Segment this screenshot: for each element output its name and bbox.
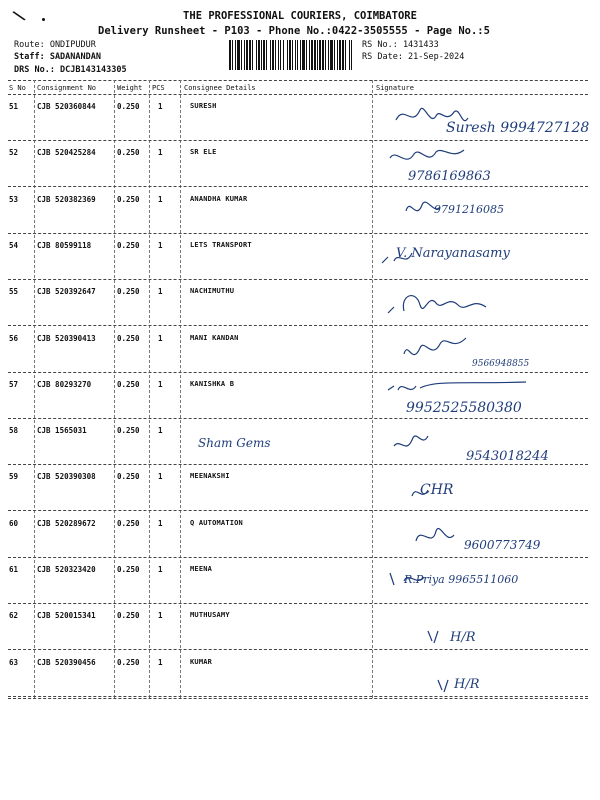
barcode-bar <box>325 40 326 70</box>
barcode-bar <box>256 40 257 70</box>
column-separator <box>180 80 181 698</box>
barcode-bar <box>300 40 301 70</box>
row-consignment-no: CJB 80599118 <box>37 241 92 250</box>
barcode-bar <box>297 40 298 70</box>
signature-handwriting <box>376 515 591 561</box>
row-pcs: 1 <box>158 334 163 343</box>
signature-handwriting <box>376 607 591 653</box>
row-consignment-no: CJB 80293270 <box>37 380 92 389</box>
row-divider <box>8 279 588 280</box>
row-sno: 54 <box>9 241 19 250</box>
barcode-bar <box>258 40 260 70</box>
column-header-consignment: Consignment No <box>37 84 97 92</box>
signature-handwriting <box>376 144 591 190</box>
row-weight: 0.250 <box>117 380 140 389</box>
row-consignee: KANISHKA B <box>190 380 235 388</box>
table-bottom-divider <box>8 698 588 699</box>
barcode-bar <box>311 40 313 70</box>
barcode-bar <box>292 40 293 70</box>
column-header-signature: Signature <box>376 84 414 92</box>
row-consignee: MEENAKSHI <box>190 472 230 480</box>
route-label: Route: ONDIPUDUR <box>14 40 96 50</box>
barcode-bar <box>351 40 352 70</box>
barcode-bar <box>334 40 335 70</box>
row-consignment-no: CJB 520360844 <box>37 102 96 111</box>
row-consignment-no: CJB 520382369 <box>37 195 96 204</box>
runsheet-title: Delivery Runsheet - P103 - Phone No.:0422-3505555 - Page No.:5 <box>98 25 490 37</box>
row-weight: 0.250 <box>117 195 140 204</box>
row-sno: 52 <box>9 148 19 157</box>
row-consignee: NACHIMUTHU <box>190 287 235 295</box>
row-pcs: 1 <box>158 241 163 250</box>
signature-handwritten-text: H/R <box>454 677 480 692</box>
rs-date: RS Date: 21-Sep-2024 <box>362 52 465 62</box>
row-consignee: SURESH <box>190 102 217 110</box>
row-divider <box>8 557 588 558</box>
row-sno: 60 <box>9 519 19 528</box>
barcode-bar <box>244 40 245 70</box>
row-sno: 56 <box>9 334 19 343</box>
barcode-bar <box>270 40 271 70</box>
column-separator <box>149 80 150 698</box>
row-pcs: 1 <box>158 426 163 435</box>
row-sno: 59 <box>9 472 19 481</box>
row-consignee: ANANDHA KUMAR <box>190 195 248 203</box>
row-consignment-no: CJB 520392647 <box>37 287 96 296</box>
signature-handwritten-text: H/R <box>450 630 476 645</box>
row-weight: 0.250 <box>117 241 140 250</box>
row-weight: 0.250 <box>117 287 140 296</box>
row-weight: 0.250 <box>117 565 140 574</box>
row-divider <box>8 186 588 187</box>
row-consignee: MUTHUSAMY <box>190 611 230 619</box>
row-pcs: 1 <box>158 102 163 111</box>
barcode-bar <box>337 40 338 70</box>
barcode-bar <box>246 40 248 70</box>
header-bottom-divider <box>8 94 588 95</box>
barcode-bar <box>275 40 276 70</box>
row-divider <box>8 418 588 419</box>
row-pcs: 1 <box>158 287 163 296</box>
barcode-bar <box>235 40 236 70</box>
staff-label: Staff: SADANANDAN <box>14 52 101 62</box>
signature-handwritten-text: Suresh 9994727128 <box>446 120 590 136</box>
barcode-bar <box>349 40 350 70</box>
row-divider <box>8 510 588 511</box>
barcode-bar <box>295 40 296 70</box>
row-pcs: 1 <box>158 519 163 528</box>
signature-stroke <box>394 436 428 446</box>
barcode-bar <box>252 40 253 70</box>
barcode-bar <box>280 40 281 70</box>
column-header-pcs: PCS <box>152 84 165 92</box>
barcode-bar <box>317 40 318 70</box>
row-pcs: 1 <box>158 148 163 157</box>
company-title: THE PROFESSIONAL COURIERS, COIMBATORE <box>183 10 417 22</box>
row-sno: 51 <box>9 102 19 111</box>
signature-handwriting <box>376 422 591 468</box>
row-pcs: 1 <box>158 658 163 667</box>
row-divider <box>8 696 588 697</box>
barcode-bar <box>330 40 333 70</box>
column-header-consignee: Consignee Details <box>184 84 256 92</box>
barcode-bar <box>263 40 265 70</box>
signature-stroke <box>416 529 454 541</box>
signature-stroke <box>388 296 486 313</box>
signature-handwritten-text: 9952525580380 <box>406 400 522 416</box>
row-divider <box>8 649 588 650</box>
barcode <box>229 40 352 70</box>
signature-stroke <box>438 680 448 692</box>
column-header-sno: S No <box>9 84 26 92</box>
signature-handwriting <box>376 561 591 607</box>
barcode-bar <box>302 40 305 70</box>
barcode-bar <box>306 40 307 70</box>
row-consignee: Q AUTOMATION <box>190 519 243 527</box>
row-consignment-no: CJB 1565031 <box>37 426 87 435</box>
row-sno: 63 <box>9 658 19 667</box>
row-divider <box>8 325 588 326</box>
barcode-bar <box>232 40 233 70</box>
row-consignment-no: CJB 520390413 <box>37 334 96 343</box>
row-consignee: LETS TRANSPORT <box>190 241 252 249</box>
column-separator <box>34 80 35 698</box>
barcode-bar <box>314 40 316 70</box>
signature-stroke <box>388 382 526 390</box>
row-consignee: KUMAR <box>190 658 213 666</box>
row-consignee-handwritten: Sham Gems <box>198 436 271 450</box>
row-weight: 0.250 <box>117 426 140 435</box>
row-weight: 0.250 <box>117 102 140 111</box>
signature-stroke <box>390 150 464 159</box>
signature-handwritten-text: 9566948855 <box>472 359 530 369</box>
signature-handwriting <box>376 654 591 700</box>
barcode-bar <box>278 40 279 70</box>
barcode-bar <box>287 40 288 70</box>
row-consignment-no: CJB 520425284 <box>37 148 96 157</box>
row-weight: 0.250 <box>117 334 140 343</box>
rs-number: RS No.: 1431433 <box>362 40 439 50</box>
barcode-bar <box>229 40 231 70</box>
row-consignment-no: CJB 520390308 <box>37 472 96 481</box>
signature-handwriting <box>376 283 591 329</box>
column-header-weight: Weight <box>117 84 143 92</box>
row-pcs: 1 <box>158 472 163 481</box>
barcode-bar <box>272 40 274 70</box>
row-consignee: MANI KANDAN <box>190 334 239 342</box>
column-separator <box>114 80 115 698</box>
barcode-bar <box>249 40 251 70</box>
signature-handwritten-text: V. Narayanasamy <box>396 246 510 261</box>
barcode-bar <box>261 40 262 70</box>
signature-handwriting <box>376 468 591 514</box>
row-sno: 58 <box>9 426 19 435</box>
row-consignee: MEENA <box>190 565 213 573</box>
row-sno: 57 <box>9 380 19 389</box>
signature-handwritten-text: 9543018244 <box>466 449 549 464</box>
barcode-bar <box>339 40 341 70</box>
row-weight: 0.250 <box>117 611 140 620</box>
row-pcs: 1 <box>158 611 163 620</box>
row-sno: 62 <box>9 611 19 620</box>
barcode-bar <box>283 40 284 70</box>
row-sno: 53 <box>9 195 19 204</box>
row-consignment-no: CJB 520390456 <box>37 658 96 667</box>
row-weight: 0.250 <box>117 658 140 667</box>
row-consignee: SR ELE <box>190 148 217 156</box>
row-weight: 0.250 <box>117 519 140 528</box>
barcode-bar <box>266 40 267 70</box>
column-separator <box>372 80 373 698</box>
row-sno: 55 <box>9 287 19 296</box>
signature-handwriting <box>376 330 591 376</box>
row-pcs: 1 <box>158 565 163 574</box>
barcode-bar <box>319 40 321 70</box>
corner-mark: \ <box>9 4 28 27</box>
row-pcs: 1 <box>158 380 163 389</box>
barcode-bar <box>237 40 240 70</box>
row-sno: 61 <box>9 565 19 574</box>
signature-handwriting <box>376 237 591 283</box>
signature-stroke <box>396 108 468 120</box>
row-weight: 0.250 <box>117 148 140 157</box>
barcode-bar <box>328 40 329 70</box>
signature-handwritten-text: CHR <box>420 482 454 498</box>
row-divider <box>8 464 588 465</box>
row-divider <box>8 140 588 141</box>
barcode-bar <box>345 40 346 70</box>
barcode-bar <box>309 40 310 70</box>
signature-handwritten-text: 9786169863 <box>408 169 491 184</box>
signature-handwritten-text: 9600773749 <box>464 538 541 552</box>
row-pcs: 1 <box>158 195 163 204</box>
signature-stroke <box>404 338 466 355</box>
row-consignment-no: CJB 520323420 <box>37 565 96 574</box>
signature-handwriting <box>376 376 591 422</box>
row-consignment-no: CJB 520289672 <box>37 519 96 528</box>
drs-number: DRS No.: DCJB143143305 <box>14 65 127 75</box>
signature-handwriting <box>376 98 591 144</box>
signature-stroke <box>428 631 438 643</box>
row-weight: 0.250 <box>117 472 140 481</box>
row-divider <box>8 603 588 604</box>
signature-handwritten-text: 9791216085 <box>434 203 504 216</box>
row-consignment-no: CJB 520015341 <box>37 611 96 620</box>
signature-handwriting <box>376 191 591 237</box>
row-divider <box>8 372 588 373</box>
barcode-bar <box>241 40 242 70</box>
barcode-bar <box>289 40 291 70</box>
barcode-bar <box>322 40 324 70</box>
header-top-divider <box>8 80 588 81</box>
barcode-bar <box>342 40 344 70</box>
row-divider <box>8 233 588 234</box>
signature-handwritten-text: R.Priya 9965511060 <box>404 573 519 586</box>
